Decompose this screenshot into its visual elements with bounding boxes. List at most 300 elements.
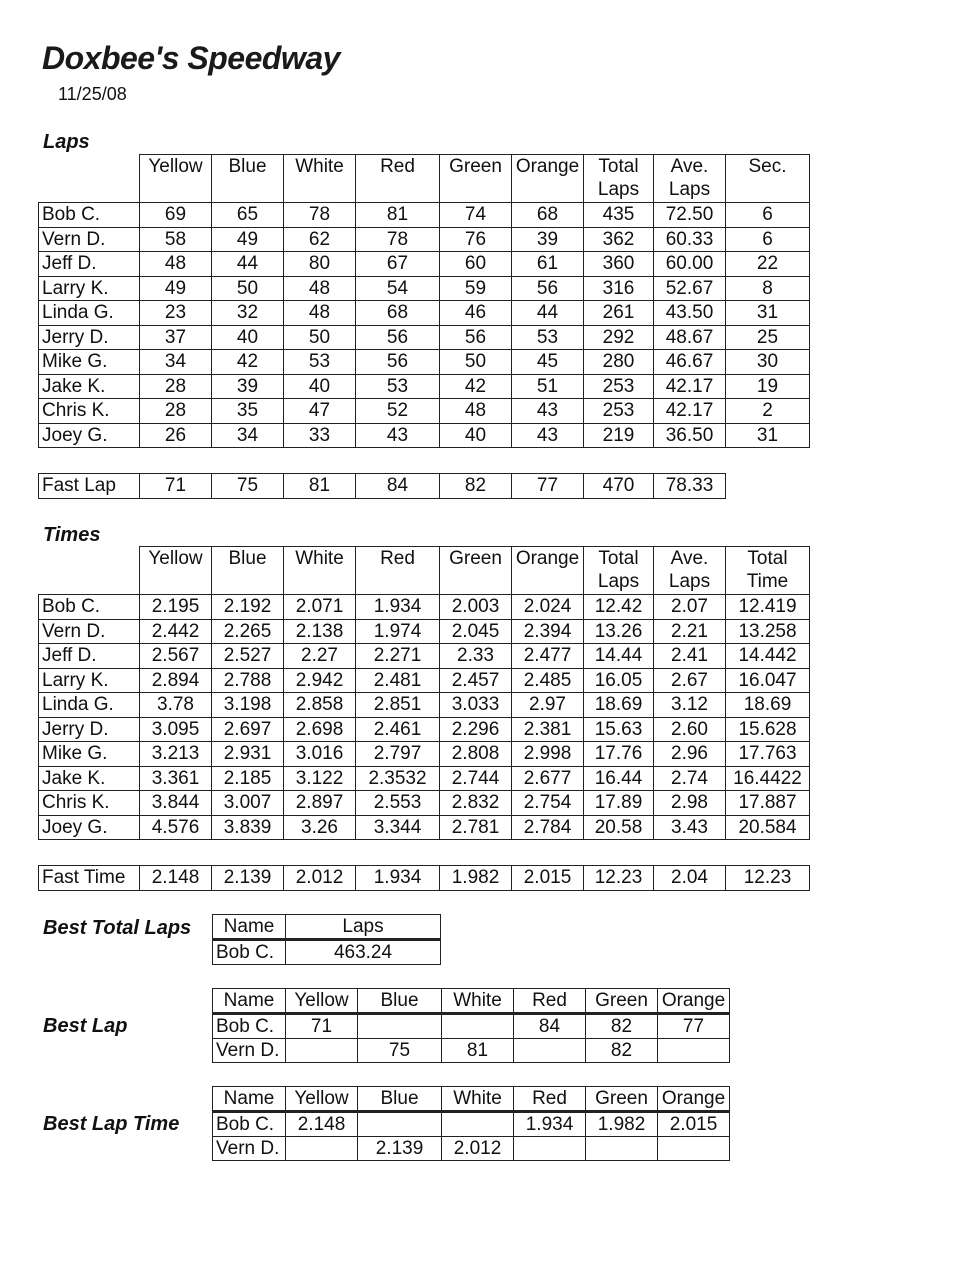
cell-value: 2.138 (284, 619, 356, 644)
cell-value: 2.485 (512, 668, 584, 693)
cell-value: 33 (284, 423, 356, 448)
table-row (213, 940, 441, 965)
row-name: Fast Lap (39, 474, 140, 499)
cell-value: 2.015 (512, 866, 584, 891)
cell-value: 3.26 (284, 815, 356, 840)
row-name: Chris K. (39, 399, 140, 424)
cell-value: 2.96 (654, 742, 726, 767)
cell-value: 2.97 (512, 693, 584, 718)
cell-value: 35 (212, 399, 284, 424)
cell-value: 74 (440, 203, 512, 228)
cell-value: 48 (140, 252, 212, 277)
cell-value: 75 (358, 1039, 442, 1063)
cell-value: 43 (356, 423, 440, 448)
cell-value (286, 1137, 358, 1161)
blank-cell (39, 547, 140, 595)
row-name: Mike G. (39, 350, 140, 375)
cell-value: 40 (212, 325, 284, 350)
row-name: Bob C. (213, 1112, 286, 1137)
cell-value: 2.698 (284, 717, 356, 742)
row-name: Bob C. (39, 595, 140, 620)
cell-value: 78 (284, 203, 356, 228)
cell-value: 56 (440, 325, 512, 350)
cell-value: 2.3532 (356, 766, 440, 791)
column-header: Blue (212, 155, 284, 203)
cell-value: 2.74 (654, 766, 726, 791)
cell-value: 2.139 (358, 1137, 442, 1161)
cell-value: 2.265 (212, 619, 284, 644)
cell-value: 2.003 (440, 595, 512, 620)
cell-value: 2.148 (286, 1112, 358, 1137)
cell-value: 28 (140, 374, 212, 399)
cell-value: 2.567 (140, 644, 212, 669)
row-name: Bob C. (39, 203, 140, 228)
cell-value: 43.50 (654, 301, 726, 326)
row-name: Joey G. (39, 423, 140, 448)
cell-value: 3.033 (440, 693, 512, 718)
cell-value: 48 (440, 399, 512, 424)
cell-value: 42.17 (654, 374, 726, 399)
cell-value: 2.195 (140, 595, 212, 620)
fast-lap-table (38, 473, 726, 499)
column-header: Orange (512, 547, 584, 595)
cell-value: 2.858 (284, 693, 356, 718)
cell-value: 51 (512, 374, 584, 399)
table-row (39, 619, 810, 644)
cell-value: 17.887 (726, 791, 810, 816)
column-header: Total Laps (584, 155, 654, 203)
row-name: Larry K. (39, 276, 140, 301)
cell-value (358, 1112, 442, 1137)
cell-value: 1.974 (356, 619, 440, 644)
cell-value: 50 (440, 350, 512, 375)
cell-value: 44 (212, 252, 284, 277)
cell-value: 56 (512, 276, 584, 301)
table-row (39, 815, 810, 840)
cell-value: 2.754 (512, 791, 584, 816)
blank-cell (39, 155, 140, 203)
best-lap-time-table (212, 1086, 730, 1161)
cell-value: 2.784 (512, 815, 584, 840)
cell-value: 72.50 (654, 203, 726, 228)
cell-value: 2 (726, 399, 810, 424)
cell-value: 1.982 (586, 1112, 658, 1137)
cell-value (358, 1014, 442, 1039)
cell-value: 68 (512, 203, 584, 228)
column-header: Ave. Laps (654, 155, 726, 203)
cell-value: 1.934 (356, 595, 440, 620)
cell-value: 292 (584, 325, 654, 350)
row-name: Jake K. (39, 374, 140, 399)
cell-value: 22 (726, 252, 810, 277)
cell-value: 2.07 (654, 595, 726, 620)
cell-value: 2.024 (512, 595, 584, 620)
table-row (39, 325, 810, 350)
cell-value: 2.797 (356, 742, 440, 767)
cell-value: 2.012 (284, 866, 356, 891)
column-header: Red (356, 155, 440, 203)
cell-value: 56 (356, 325, 440, 350)
cell-value: 3.016 (284, 742, 356, 767)
column-header: Orange (512, 155, 584, 203)
best-total-laps-table (212, 914, 441, 965)
cell-value: 82 (586, 1039, 658, 1063)
cell-value: 20.584 (726, 815, 810, 840)
column-header: Red (514, 989, 586, 1014)
cell-value: 2.41 (654, 644, 726, 669)
fast-row (39, 474, 726, 499)
cell-value: 16.047 (726, 668, 810, 693)
cell-value (442, 1112, 514, 1137)
table-row (39, 227, 810, 252)
column-header: Total Laps (584, 547, 654, 595)
table-row (39, 717, 810, 742)
table-row (39, 374, 810, 399)
cell-value: 53 (512, 325, 584, 350)
cell-value: 17.76 (584, 742, 654, 767)
column-header: Yellow (140, 155, 212, 203)
cell-value: 2.897 (284, 791, 356, 816)
cell-value: 46.67 (654, 350, 726, 375)
column-header: Red (514, 1087, 586, 1112)
cell-value: 77 (658, 1014, 730, 1039)
cell-value: 26 (140, 423, 212, 448)
table-row (39, 423, 810, 448)
cell-value: 68 (356, 301, 440, 326)
column-header: White (442, 989, 514, 1014)
cell-value: 1.934 (514, 1112, 586, 1137)
column-header: Blue (358, 989, 442, 1014)
table-row (39, 276, 810, 301)
cell-value: 360 (584, 252, 654, 277)
cell-value: 316 (584, 276, 654, 301)
row-name: Joey G. (39, 815, 140, 840)
cell-value: 2.744 (440, 766, 512, 791)
cell-value: 3.43 (654, 815, 726, 840)
cell-value (514, 1137, 586, 1161)
table-row (39, 301, 810, 326)
cell-value: 2.998 (512, 742, 584, 767)
table-row (39, 595, 810, 620)
row-name: Vern D. (39, 227, 140, 252)
cell-value: 54 (356, 276, 440, 301)
column-header: Total Time (726, 547, 810, 595)
cell-value: 3.12 (654, 693, 726, 718)
table-row (213, 1112, 730, 1137)
column-header: White (284, 547, 356, 595)
cell-value: 47 (284, 399, 356, 424)
cell-value: 3.122 (284, 766, 356, 791)
cell-value: 30 (726, 350, 810, 375)
cell-value: 2.477 (512, 644, 584, 669)
cell-value: 34 (140, 350, 212, 375)
column-header: Ave. Laps (654, 547, 726, 595)
cell-value: 62 (284, 227, 356, 252)
fast-time-table (38, 865, 810, 891)
cell-value: 2.553 (356, 791, 440, 816)
cell-value: 39 (512, 227, 584, 252)
cell-value: 32 (212, 301, 284, 326)
cell-value: 15.628 (726, 717, 810, 742)
cell-value: 45 (512, 350, 584, 375)
cell-value: 470 (584, 474, 654, 499)
best-lap-label: Best Lap (43, 1015, 128, 1037)
cell-value: 280 (584, 350, 654, 375)
cell-value: 42 (440, 374, 512, 399)
row-name: Linda G. (39, 693, 140, 718)
cell-value: 78.33 (654, 474, 726, 499)
cell-value: 2.781 (440, 815, 512, 840)
row-name: Chris K. (39, 791, 140, 816)
cell-value: 2.851 (356, 693, 440, 718)
row-name: Linda G. (39, 301, 140, 326)
cell-value: 253 (584, 399, 654, 424)
cell-value: 25 (726, 325, 810, 350)
row-name: Larry K. (39, 668, 140, 693)
column-header: Blue (358, 1087, 442, 1112)
cell-value: 2.394 (512, 619, 584, 644)
cell-value: 52 (356, 399, 440, 424)
column-header: Sec. (726, 155, 810, 203)
column-header: White (442, 1087, 514, 1112)
table-row (39, 693, 810, 718)
cell-value: 2.697 (212, 717, 284, 742)
header-row (39, 547, 810, 595)
cell-value: 71 (286, 1014, 358, 1039)
cell-value: 78 (356, 227, 440, 252)
cell-value (442, 1014, 514, 1039)
cell-value: 37 (140, 325, 212, 350)
cell-value: 2.045 (440, 619, 512, 644)
table-row (213, 1039, 730, 1063)
cell-value: 49 (140, 276, 212, 301)
best-total-laps-label: Best Total Laps (43, 917, 192, 939)
cell-value: 12.23 (726, 866, 810, 891)
cell-value: 49 (212, 227, 284, 252)
cell-value (658, 1137, 730, 1161)
column-header: Yellow (286, 1087, 358, 1112)
header-row (213, 989, 730, 1014)
table-row (39, 399, 810, 424)
best-lap-time-label: Best Lap Time (43, 1113, 180, 1135)
cell-value: 2.677 (512, 766, 584, 791)
cell-value: 43 (512, 399, 584, 424)
cell-value: 80 (284, 252, 356, 277)
row-name: Jake K. (39, 766, 140, 791)
page-title: Doxbee's Speedway (42, 40, 340, 76)
cell-value: 53 (356, 374, 440, 399)
cell-value: 12.23 (584, 866, 654, 891)
cell-value: 3.361 (140, 766, 212, 791)
cell-value: 52.67 (654, 276, 726, 301)
cell-value: 31 (726, 423, 810, 448)
column-header: Green (586, 1087, 658, 1112)
cell-value: 60.33 (654, 227, 726, 252)
table-row (39, 203, 810, 228)
cell-value: 2.894 (140, 668, 212, 693)
cell-value: 2.457 (440, 668, 512, 693)
cell-value: 2.185 (212, 766, 284, 791)
table-row (39, 742, 810, 767)
cell-value: 2.04 (654, 866, 726, 891)
row-name: Jerry D. (39, 717, 140, 742)
cell-value: 50 (284, 325, 356, 350)
cell-value: 14.442 (726, 644, 810, 669)
cell-value: 17.89 (584, 791, 654, 816)
cell-value: 81 (356, 203, 440, 228)
cell-value: 2.27 (284, 644, 356, 669)
table-row (39, 668, 810, 693)
cell-value: 1.982 (440, 866, 512, 891)
cell-value (658, 1039, 730, 1063)
row-name: Jerry D. (39, 325, 140, 350)
times-section-label: Times (43, 524, 101, 546)
cell-value: 2.788 (212, 668, 284, 693)
column-header: Green (440, 155, 512, 203)
cell-value: 2.832 (440, 791, 512, 816)
table-row (213, 1014, 730, 1039)
column-header: Name (213, 915, 286, 940)
table-row (213, 1137, 730, 1161)
cell-value: 65 (212, 203, 284, 228)
column-header: Orange (658, 989, 730, 1014)
cell-value: 81 (284, 474, 356, 499)
cell-value: 3.839 (212, 815, 284, 840)
cell-value: 56 (356, 350, 440, 375)
cell-value: 2.60 (654, 717, 726, 742)
cell-value: 44 (512, 301, 584, 326)
cell-value: 61 (512, 252, 584, 277)
cell-value: 6 (726, 203, 810, 228)
cell-value: 2.192 (212, 595, 284, 620)
header-row (213, 1087, 730, 1112)
laps-section-label: Laps (43, 131, 90, 153)
row-name: Fast Time (39, 866, 140, 891)
row-name: Bob C. (213, 1014, 286, 1039)
cell-value: 82 (586, 1014, 658, 1039)
cell-value: 69 (140, 203, 212, 228)
cell-value: 3.213 (140, 742, 212, 767)
cell-value: 39 (212, 374, 284, 399)
cell-value: 17.763 (726, 742, 810, 767)
cell-value: 2.296 (440, 717, 512, 742)
header-row (213, 915, 441, 940)
cell-value: 3.344 (356, 815, 440, 840)
cell-value: 58 (140, 227, 212, 252)
cell-value: 48 (284, 301, 356, 326)
table-row (39, 644, 810, 669)
cell-value: 2.527 (212, 644, 284, 669)
cell-value: 84 (514, 1014, 586, 1039)
cell-value: 2.271 (356, 644, 440, 669)
cell-value: 40 (284, 374, 356, 399)
cell-value: 2.481 (356, 668, 440, 693)
cell-value: 84 (356, 474, 440, 499)
best-lap-table (212, 988, 730, 1063)
cell-value: 16.4422 (726, 766, 810, 791)
column-header: Yellow (286, 989, 358, 1014)
cell-value: 42 (212, 350, 284, 375)
row-name: Vern D. (39, 619, 140, 644)
cell-value: 12.419 (726, 595, 810, 620)
cell-value: 3.007 (212, 791, 284, 816)
table-row (39, 350, 810, 375)
cell-value: 34 (212, 423, 284, 448)
cell-value (286, 1039, 358, 1063)
cell-value: 77 (512, 474, 584, 499)
cell-value: 71 (140, 474, 212, 499)
cell-value: 6 (726, 227, 810, 252)
column-header: White (284, 155, 356, 203)
cell-value: 81 (442, 1039, 514, 1063)
cell-value: 253 (584, 374, 654, 399)
cell-value: 2.071 (284, 595, 356, 620)
cell-value: 67 (356, 252, 440, 277)
row-name: Mike G. (39, 742, 140, 767)
cell-value: 76 (440, 227, 512, 252)
cell-value: 3.095 (140, 717, 212, 742)
cell-value: 15.63 (584, 717, 654, 742)
cell-value: 2.015 (658, 1112, 730, 1137)
cell-value: 19 (726, 374, 810, 399)
laps-table (38, 154, 810, 448)
cell-value: 2.67 (654, 668, 726, 693)
cell-value: 2.931 (212, 742, 284, 767)
cell-value: 2.33 (440, 644, 512, 669)
cell-value: 28 (140, 399, 212, 424)
cell-value: 219 (584, 423, 654, 448)
cell-value: 31 (726, 301, 810, 326)
cell-value: 1.934 (356, 866, 440, 891)
cell-value (514, 1039, 586, 1063)
cell-value: 8 (726, 276, 810, 301)
cell-value: 3.78 (140, 693, 212, 718)
column-header: Orange (658, 1087, 730, 1112)
cell-value: 362 (584, 227, 654, 252)
row-name: Jeff D. (39, 644, 140, 669)
cell-value: 40 (440, 423, 512, 448)
cell-value: 3.198 (212, 693, 284, 718)
cell-value: 53 (284, 350, 356, 375)
cell-value: 16.05 (584, 668, 654, 693)
column-header: Yellow (140, 547, 212, 595)
cell-value: 2.148 (140, 866, 212, 891)
cell-value: 2.98 (654, 791, 726, 816)
cell-value: 60 (440, 252, 512, 277)
cell-value: 48.67 (654, 325, 726, 350)
cell-value: 48 (284, 276, 356, 301)
cell-value: 46 (440, 301, 512, 326)
table-row (39, 791, 810, 816)
table-row (39, 766, 810, 791)
cell-value: 2.21 (654, 619, 726, 644)
cell-value: 2.808 (440, 742, 512, 767)
column-header: Red (356, 547, 440, 595)
column-header: Laps (286, 915, 441, 940)
row-name: Jeff D. (39, 252, 140, 277)
cell-value: 2.139 (212, 866, 284, 891)
cell-value: 261 (584, 301, 654, 326)
cell-value (586, 1137, 658, 1161)
cell-value: 50 (212, 276, 284, 301)
fast-row (39, 866, 810, 891)
cell-value: 42.17 (654, 399, 726, 424)
cell-value: 18.69 (726, 693, 810, 718)
row-name: Vern D. (213, 1137, 286, 1161)
cell-value: 463.24 (286, 940, 441, 965)
date: 11/25/08 (58, 84, 127, 104)
cell-value: 43 (512, 423, 584, 448)
